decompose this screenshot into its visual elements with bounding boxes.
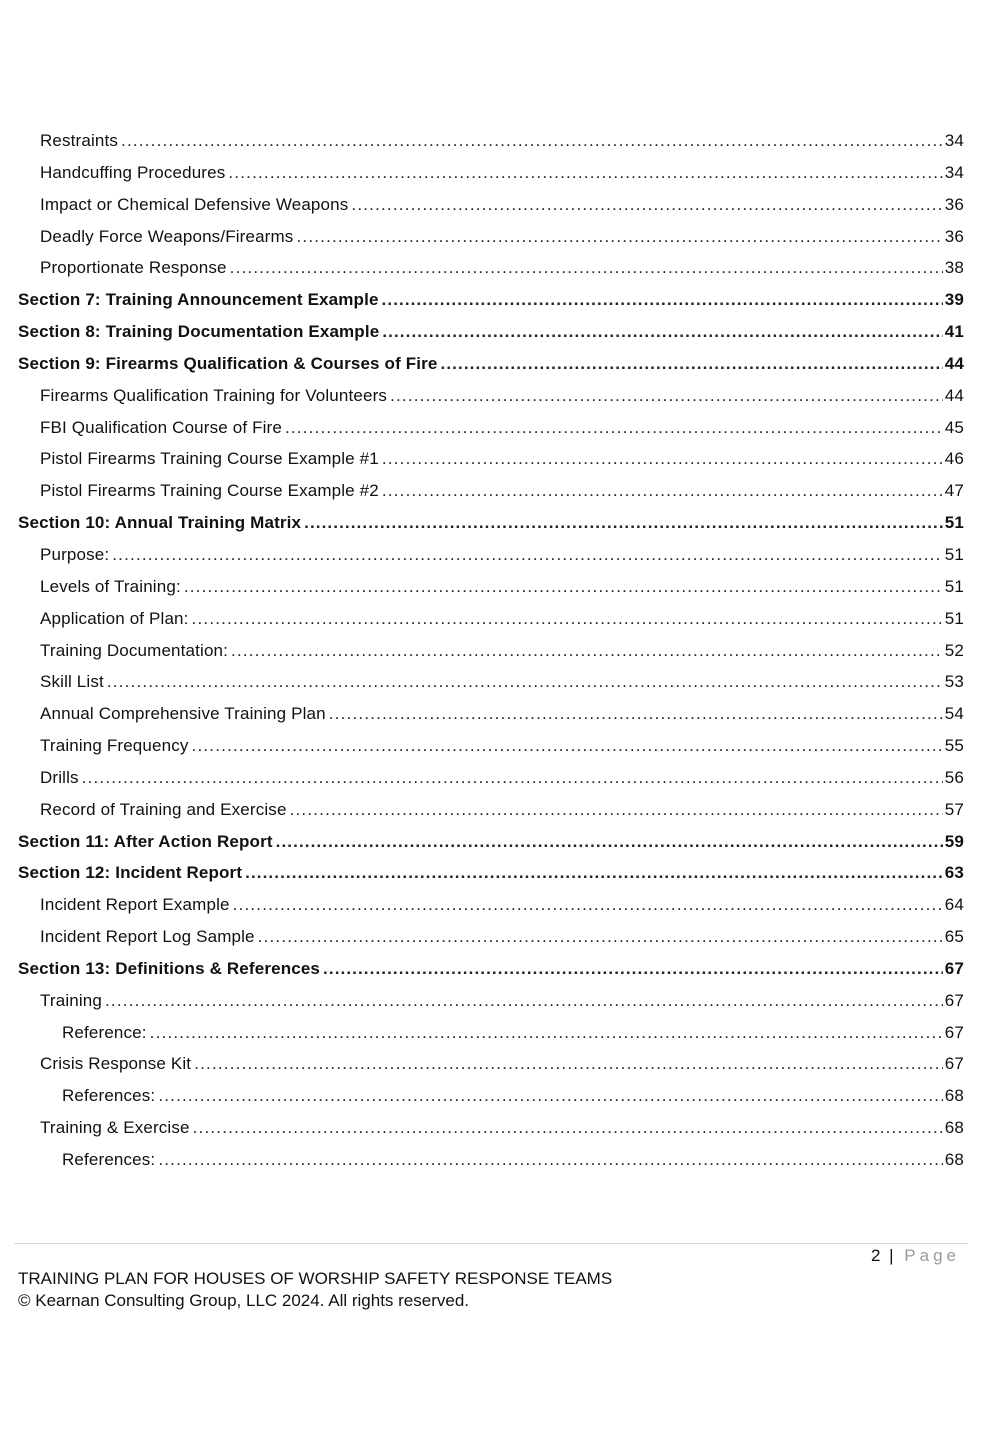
toc-entry-label: Pistol Firearms Training Course Example #1 [40,449,379,469]
dot-leader [192,736,943,756]
toc-entry-label: Firearms Qualification Training for Volunteers [40,385,388,405]
toc-entry[interactable] [18,800,964,832]
toc-entry[interactable] [18,1118,964,1150]
toc-entry-label: Training Documentation: [40,640,229,660]
dot-leader [121,131,943,151]
toc-entry-page: 67 [944,1022,964,1042]
dot-leader [105,991,943,1011]
footer-document-title: TRAINING PLAN FOR HOUSES OF WORSHIP SAFETY RESPONSE TEAMS [18,1269,613,1288]
page-number-value: 2 [870,1246,881,1265]
toc-entry-label: Handcuffing Procedures [40,162,226,182]
toc-entry-page: 53 [944,672,964,692]
toc-entry-label: Levels of Training: [40,576,181,596]
dot-leader [193,1118,943,1138]
toc-entry-label: Section 9: Firearms Qualification & Courses of Fire [18,353,438,373]
toc-entry[interactable] [18,1054,964,1086]
toc-entry-page: 47 [944,481,964,501]
toc-subentry[interactable] [18,1150,964,1182]
toc-entry-page: 59 [944,831,964,851]
toc-entry-label: Section 12: Incident Report [18,863,243,883]
toc-entry-page: 68 [944,1118,964,1138]
footer-copyright: © Kearnan Consulting Group, LLC 2024. All rights reserved. [18,1291,469,1310]
toc-entry-label: Drills [40,767,79,787]
toc-entry-page: 56 [944,767,964,787]
toc-entry-label: Purpose: [40,544,110,564]
toc-section-entry[interactable] [18,863,964,895]
toc-section-entry[interactable] [18,290,964,322]
toc-entry-label: Annual Comprehensive Training Plan [40,704,326,724]
dot-leader [390,386,943,406]
toc-entry-label: Reference: [62,1022,147,1042]
toc-section-entry[interactable] [18,322,964,354]
dot-leader [258,927,943,947]
toc-section-entry[interactable] [18,513,964,545]
dot-leader [184,577,943,597]
toc-entry[interactable] [18,895,964,927]
toc-entry-page: 51 [944,544,964,564]
toc-entry-label: Crisis Response Kit [40,1054,192,1074]
dot-leader [296,227,942,247]
toc-entry[interactable] [18,131,964,163]
toc-entry-label: Section 7: Training Announcement Example [18,290,379,310]
dot-leader [150,1023,943,1043]
toc-entry-page: 51 [944,608,964,628]
toc-entry-label: Training & Exercise [40,1118,190,1138]
toc-section-entry[interactable] [18,832,964,864]
page-number-separator: | [889,1246,894,1265]
toc-entry-page: 45 [944,417,964,437]
toc-entry[interactable] [18,704,964,736]
toc-entry-page: 68 [944,1086,964,1106]
toc-entry[interactable] [18,927,964,959]
toc-entry-page: 51 [944,576,964,596]
toc-entry-label: Section 13: Definitions & References [18,958,321,978]
toc-entry[interactable] [18,386,964,418]
toc-entry-page: 34 [944,131,964,150]
page-word: Page [904,1246,960,1265]
toc-entry[interactable] [18,418,964,450]
toc-entry-label: Incident Report Log Sample [40,927,255,947]
toc-entry-page: 36 [944,226,964,246]
toc-entry-page: 44 [944,353,964,373]
toc-entry-page: 41 [944,322,964,342]
toc-entry-label: Impact or Chemical Defensive Weapons [40,194,349,214]
toc-entry-page: 63 [944,863,964,883]
dot-leader [158,1086,942,1106]
dot-leader [233,895,943,915]
toc-entry-label: References: [62,1150,156,1169]
dot-leader [304,513,943,533]
toc-entry[interactable] [18,195,964,227]
dot-leader [351,195,942,215]
dot-leader [231,641,943,661]
footer-divider [14,1243,968,1244]
dot-leader [382,449,943,469]
dot-leader [112,545,943,565]
toc-entry-label: FBI Qualification Course of Fire [40,417,282,437]
toc-entry-page: 64 [944,895,964,915]
dot-leader [285,418,943,438]
dot-leader [323,959,943,979]
toc-entry[interactable] [18,577,964,609]
toc-entry-page: 54 [944,704,964,724]
toc-entry-page: 67 [944,990,964,1010]
toc-entry-page: 46 [944,449,964,469]
toc-entry-label: Incident Report Example [40,895,230,915]
toc-entry-page: 65 [944,927,964,947]
toc-entry-label: Restraints [40,131,119,150]
toc-entry-page: 36 [944,194,964,214]
toc-entry-label: Proportionate Response [40,258,227,278]
toc-entry[interactable] [18,641,964,673]
footer [18,1268,612,1312]
toc-entry[interactable] [18,609,964,641]
toc-entry-page: 57 [944,799,964,819]
toc-entry-page: 52 [944,640,964,660]
dot-leader [192,609,943,629]
dot-leader [382,290,943,310]
toc-entry-label: Section 10: Annual Training Matrix [18,513,302,533]
dot-leader [82,768,943,788]
toc-entry-page: 34 [944,162,964,182]
toc-entry[interactable] [18,227,964,259]
toc-entry-label: Skill List [40,672,104,692]
toc-entry-label: Training Frequency [40,736,189,756]
dot-leader [441,354,943,374]
toc-entry-label: Application of Plan: [40,608,189,628]
dot-leader [245,863,943,883]
toc-entry-page: 68 [944,1150,964,1169]
page-number [871,1246,960,1266]
dot-leader [230,258,943,278]
toc-entry[interactable] [18,768,964,800]
toc-entry-page: 51 [944,513,964,533]
dot-leader [382,481,943,501]
toc-entry-page: 67 [944,958,964,978]
toc-section-entry[interactable] [18,354,964,386]
toc-entry-page: 39 [944,290,964,310]
toc-entry-label: Deadly Force Weapons/Firearms [40,226,294,246]
toc-entry[interactable] [18,736,964,768]
toc-entry[interactable] [18,991,964,1023]
dot-leader [290,800,943,820]
dot-leader [158,1150,942,1170]
toc-entry-page: 67 [944,1054,964,1074]
dot-leader [107,672,943,692]
dot-leader [382,322,942,342]
toc-entry-label: Section 11: After Action Report [18,831,273,851]
toc-entry-label: Training [40,990,102,1010]
toc-entry[interactable] [18,545,964,577]
toc-entry[interactable] [18,258,964,290]
toc-entry-label: References: [62,1086,156,1106]
toc-entry-page: 38 [944,258,964,278]
toc-entry-page: 55 [944,736,964,756]
toc-subentry[interactable] [18,1023,964,1055]
toc-entry-label: Pistol Firearms Training Course Example #2 [40,481,379,501]
dot-leader [276,832,943,852]
dot-leader [329,704,943,724]
toc-entry[interactable] [18,449,964,481]
toc-subentry[interactable] [18,1086,964,1118]
toc-entry-label: Record of Training and Exercise [40,799,287,819]
toc-entry[interactable] [18,672,964,704]
toc-entry-page: 44 [944,385,964,405]
table-of-contents [18,131,964,1182]
toc-section-entry[interactable] [18,959,964,991]
dot-leader [194,1054,943,1074]
toc-entry-label: Section 8: Training Documentation Example [18,322,380,342]
dot-leader [228,163,942,183]
toc-entry[interactable] [18,481,964,513]
toc-entry[interactable] [18,163,964,195]
